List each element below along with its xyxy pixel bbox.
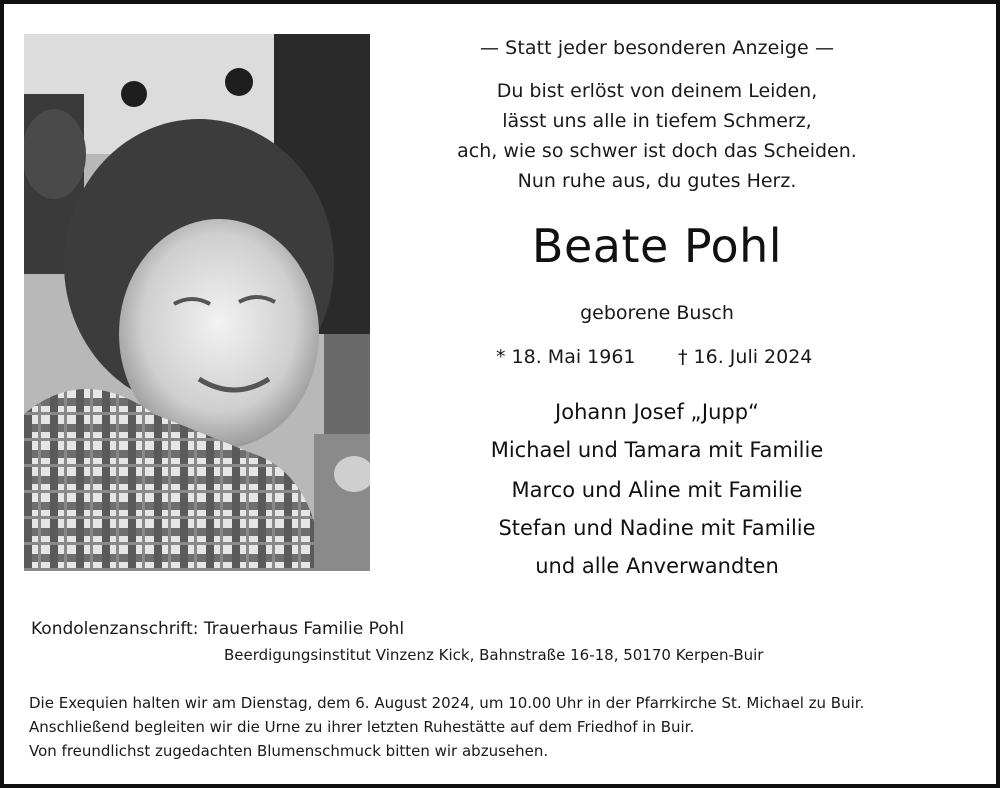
birth-date: * 18. Mai 1961 bbox=[496, 346, 636, 368]
service-note: Anschließend begleiten wir die Urne zu ihrer letzten Ruhestätte auf dem Friedhof in Buir. bbox=[29, 718, 695, 736]
service-note: Die Exequien halten wir am Dienstag, dem 6. August 2024, um 10.00 Uhr in der Pfarrkirche St. Michael zu Buir. bbox=[29, 694, 865, 712]
verse-line: ach, wie so schwer ist doch das Scheiden. bbox=[457, 140, 857, 162]
mourner-line: Johann Josef „Jupp“ bbox=[555, 400, 759, 424]
verse-line: Nun ruhe aus, du gutes Herz. bbox=[517, 170, 797, 192]
condolence-label: Kondolenzanschrift: Trauerhaus Familie Pohl bbox=[31, 619, 405, 639]
death-date: † 16. Juli 2024 bbox=[678, 346, 813, 368]
mourner-line: Marco und Aline mit Familie bbox=[511, 478, 803, 502]
verse-line: Du bist erlöst von deinem Leiden, bbox=[496, 80, 818, 102]
mourner-line: Stefan und Nadine mit Familie bbox=[498, 516, 816, 540]
mourner-line: Michael und Tamara mit Familie bbox=[490, 438, 824, 462]
announcement-tag: — Statt jeder besonderen Anzeige — bbox=[479, 37, 835, 59]
service-note: Von freundlichst zugedachten Blumenschmuck bitten wir abzusehen. bbox=[29, 742, 549, 760]
portrait-photo bbox=[24, 34, 370, 571]
verse-line: lässt uns alle in tiefem Schmerz, bbox=[502, 110, 812, 132]
mourner-line: und alle Anverwandten bbox=[535, 554, 779, 578]
birth-name: geborene Busch bbox=[580, 302, 734, 324]
deceased-name: Beate Pohl bbox=[531, 219, 783, 273]
portrait-image bbox=[24, 34, 370, 571]
funeral-institute-address: Beerdigungsinstitut Vinzenz Kick, Bahnstraße 16-18, 50170 Kerpen-Buir bbox=[224, 646, 764, 664]
